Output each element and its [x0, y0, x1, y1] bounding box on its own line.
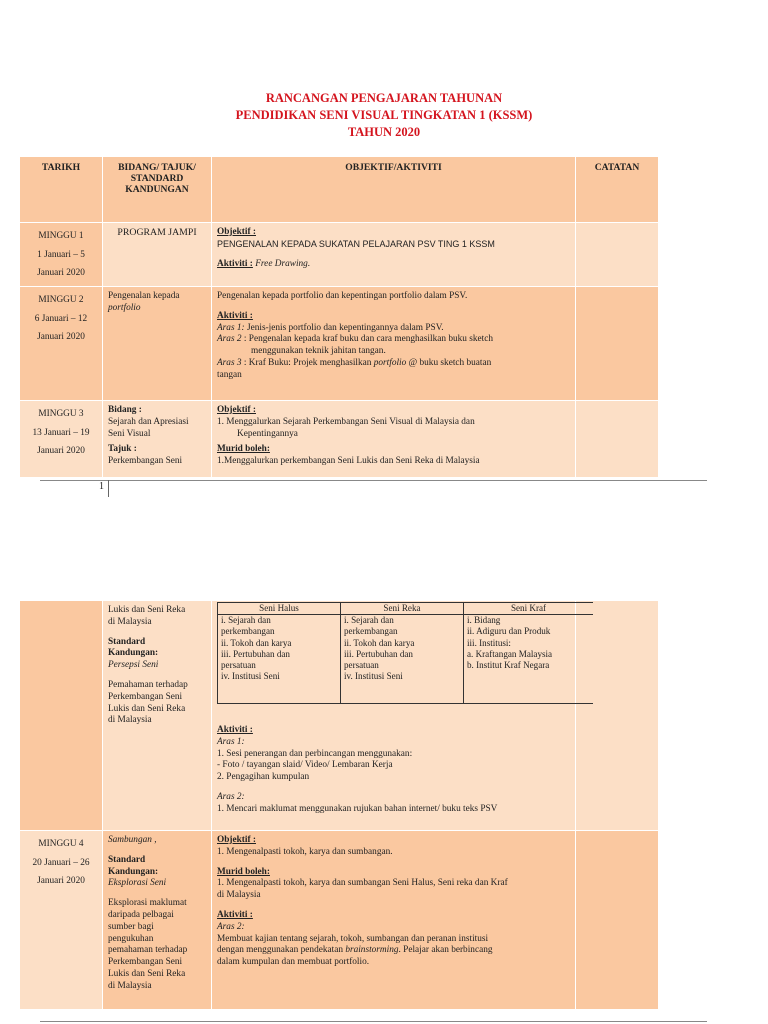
m3b-bidang-line2: di Malaysia: [108, 616, 152, 627]
subtable-header-seni-kraf: Seni Kraf: [464, 603, 594, 615]
m1-objektif-label: Objektif :: [217, 227, 256, 237]
m3b-aktiviti-label: Aktiviti :: [217, 725, 253, 735]
m2-aras1-label: Aras 1:: [217, 322, 245, 333]
m1-objektif: [212, 223, 575, 286]
m2-aras1-text: Jenis-jenis portfolio dan kepentingannya dalam PSV.: [244, 322, 444, 333]
m3-bidang: [103, 401, 211, 477]
m1-week: MINGGU 1: [38, 231, 84, 241]
m2-intro: Pengenalan kepada portfolio dan kepentingan portfolio dalam PSV.: [217, 291, 468, 301]
m2-week: MINGGU 2: [38, 295, 84, 305]
m4-aktiviti-line2a: dengan menggunakan pendekatan: [217, 945, 346, 956]
m1-date2: Januari 2020: [37, 268, 85, 278]
m4-aktiviti-line2b: . Pelajar akan berbincang: [398, 945, 493, 956]
m3b-desc-line1: Pemahaman terhadap: [108, 679, 188, 690]
m4-murid-line2: di Malaysia: [217, 890, 261, 901]
m1-objektif-text: PENGENALAN KEPADA SUKATAN PELAJARAN PSV TING 1 KSSM: [217, 238, 495, 249]
document-title: [0, 90, 768, 141]
m3-objektif-label: Objektif :: [217, 405, 256, 415]
header-catatan-label: CATATAN: [594, 162, 640, 173]
m3-catatan: [576, 401, 658, 477]
subtable-col2-line: ii. Tokoh dan karya: [344, 637, 415, 648]
m3b-sk-label1: Standard: [108, 636, 146, 647]
m3b-aras1-line2: - Foto / tayangan slaid/ Video/ Lembaran Kerja: [217, 760, 393, 771]
m1-bidang-text: PROGRAM JAMPI: [117, 227, 197, 238]
m2-bidang: [103, 287, 211, 400]
subtable-col1-line: persatuan: [221, 660, 256, 671]
m4-bidang: [103, 831, 211, 1009]
subtable-header-seni-reka: Seni Reka: [341, 603, 464, 615]
m2-aras3-label: Aras 3: [217, 357, 242, 368]
header-catatan: [576, 157, 658, 222]
m3b-aras2-label: Aras 2:: [217, 791, 245, 802]
header-bidang-line2: STANDARD: [130, 173, 184, 184]
m3b-tarikh: [20, 601, 102, 830]
m4-murid-line1: 1. Mengenalpasti tokoh, karya dan sumbangan Seni Halus, Seni reka dan Kraf: [217, 878, 508, 889]
m3b-bidang: [103, 601, 211, 830]
m2-objektif: [212, 287, 575, 400]
header-bidang: [103, 157, 211, 222]
m2-date2: Januari 2020: [37, 332, 85, 342]
m3-bidang-line2: Seni Visual: [108, 428, 151, 439]
subtable-col1-line: ii. Tokoh dan karya: [221, 637, 292, 648]
m3b-desc-line2: Perkembangan Seni: [108, 691, 183, 702]
m3-objektif: [212, 401, 575, 477]
page-footer-rule: [40, 480, 707, 481]
m1-date1: 1 Januari – 5: [37, 249, 85, 260]
m3-murid-text: 1.Menggalurkan perkembangan Seni Lukis dan Seni Reka di Malaysia: [217, 456, 480, 467]
m2-aras3-text2: tangan: [217, 369, 242, 380]
m3b-aras1-line1: 1. Sesi penerangan dan perbincangan menggunakan:: [217, 748, 413, 759]
subtable-col1-line: i. Sejarah dan: [221, 615, 271, 626]
m4-sk-label2: Kandungan:: [108, 866, 159, 877]
m2-aras2-text2: menggunakan teknik jahitan tangan.: [251, 346, 386, 357]
title-line-3: TAHUN 2020: [347, 125, 421, 139]
m4-desc-line: Lukis dan Seni Reka: [108, 968, 186, 979]
m2-aras2-text: : Pengenalan kepada kraf buku dan cara menghasilkan buku sketch: [241, 334, 493, 345]
m4-aktiviti-label: Aktiviti :: [217, 909, 253, 920]
header-bidang-line1: BIDANG/ TAJUK/: [118, 162, 196, 173]
subtable-col3-line: ii. Adiguru dan Produk: [467, 626, 551, 637]
m3b-aras1-line3: 2. Pengagihan kumpulan: [217, 772, 310, 783]
m1-bidang: [103, 223, 211, 286]
subtable-col-seni-reka: [341, 615, 464, 704]
m2-aras3-text-a: : Kraf Buku: Projek menghasilkan: [241, 357, 374, 368]
m4-sk-label1: Standard: [108, 854, 146, 865]
subtable-col2-line: perkembangan: [344, 626, 398, 637]
subtable-col2-line: persatuan: [344, 660, 379, 671]
subtable-col1-line: iii. Pertubuhan dan: [221, 648, 290, 659]
m4-aktiviti-line2-italic: brainstorming: [345, 945, 399, 956]
m4-aras2-label: Aras 2:: [217, 921, 245, 932]
m4-desc-line: Perkembangan Seni: [108, 957, 183, 968]
page2-footer-rule: [40, 1021, 707, 1022]
m4-sk-value: Eksplorasi Seni: [108, 878, 167, 889]
m4-date1: 20 Januari – 26: [32, 857, 90, 868]
title-line-1: RANCANGAN PENGAJARAN TAHUNAN: [265, 91, 503, 105]
m4-tarikh: [20, 831, 102, 1009]
subtable-col1-line: iv. Institusi Seni: [221, 671, 280, 682]
m4-catatan: [576, 831, 658, 1009]
m2-aras2-label: Aras 2: [217, 334, 242, 345]
subtable-col2-line: iii. Pertubuhan dan: [344, 648, 413, 659]
m3-objektif-line2: Kepentingannya: [237, 428, 298, 439]
m2-tarikh: [20, 287, 102, 400]
header-objektif-label: OBJEKTIF/AKTIVITI: [345, 162, 442, 173]
m4-desc-line: pemahaman terhadap: [108, 945, 188, 956]
subtable-col3-line: a. Kraftangan Malaysia: [467, 648, 553, 659]
m3-murid-label: Murid boleh:: [217, 444, 270, 455]
m3-bidang-line1: Sejarah dan Apresiasi: [108, 416, 189, 427]
m4-sambungan: Sambungan ,: [108, 835, 157, 845]
m2-aras3-text-b: @ buku sketch buatan: [406, 357, 492, 368]
header-tarikh: [20, 157, 102, 222]
subtable-body-row: [218, 615, 594, 704]
page-number: 1: [99, 481, 104, 492]
subtable-header-seni-halus: Seni Halus: [218, 603, 341, 615]
m4-desc-line: Eksplorasi maklumat: [108, 898, 187, 909]
m3-tarikh: [20, 401, 102, 477]
subtable-col-seni-halus: [218, 615, 341, 704]
m4-aktiviti-line1: Membuat kajian tentang sejarah, tokoh, sumbangan dan peranan institusi: [217, 933, 489, 944]
header-tarikh-label: TARIKH: [41, 162, 81, 173]
m3-bidang-label: Bidang :: [108, 405, 142, 415]
m3b-desc-line4: di Malaysia: [108, 715, 152, 726]
m1-aktiviti-text: Free Drawing.: [255, 258, 311, 269]
m3-tajuk-line1: Perkembangan Seni: [108, 456, 183, 467]
m3b-sk-label2: Kandungan:: [108, 648, 159, 659]
m3-week: MINGGU 3: [38, 409, 84, 419]
m4-desc-line: di Malaysia: [108, 980, 152, 991]
m4-aktiviti-line3: dalam kumpulan dan membuat portfolio.: [217, 957, 370, 968]
m3b-aras2-line1: 1. Mencari maklumat menggunakan rujukan bahan internet/ buku teks PSV: [217, 803, 498, 814]
m1-aktiviti-label: Aktiviti :: [217, 258, 253, 269]
subtable-col2-line: iv. Institusi Seni: [344, 671, 403, 682]
subtable-col2-line: i. Sejarah dan: [344, 615, 394, 626]
m4-desc-line: daripada pelbagai: [108, 909, 174, 920]
subtable-col1-line: perkembangan: [221, 626, 275, 637]
m3-date1: 13 Januari – 19: [32, 427, 90, 438]
subtable-col3-line: i. Bidang: [467, 615, 501, 626]
m2-catatan: [576, 287, 658, 400]
m3b-bidang-line1: Lukis dan Seni Reka: [108, 605, 186, 615]
m4-objektif: [212, 831, 575, 1009]
m4-desc-line: pengukuhan: [108, 933, 154, 944]
m4-objektif-text: 1. Mengenalpasti tokoh, karya dan sumbangan.: [217, 846, 393, 857]
m4-week: MINGGU 4: [38, 839, 84, 849]
m2-bidang-line2: portfolio: [108, 302, 141, 313]
subtable-col3-line: b. Institut Kraf Negara: [467, 660, 550, 671]
m4-date2: Januari 2020: [37, 876, 85, 886]
m3b-sk-value: Persepsi Seni: [108, 660, 159, 671]
subtable-col-seni-kraf: [464, 615, 594, 704]
m2-date1: 6 Januari – 12: [34, 313, 88, 324]
page-footer-marker: [108, 480, 109, 497]
m2-bidang-line1: Pengenalan kepada: [108, 291, 180, 301]
m4-objektif-label: Objektif :: [217, 835, 256, 845]
header-objektif: [212, 157, 575, 222]
m4-desc-line: sumber bagi: [108, 921, 154, 932]
subtable-header-row: [218, 603, 594, 615]
m3b-desc-line3: Lukis dan Seni Reka: [108, 703, 186, 714]
subtable-col3-line: iii. Institusi:: [467, 637, 511, 648]
m3-date2: Januari 2020: [37, 446, 85, 456]
m2-aras3-text-it: portfolio: [373, 357, 407, 368]
bidang-subtable: [217, 602, 593, 704]
m2-aktiviti-label: Aktiviti :: [217, 310, 253, 321]
m3-objektif-line1: 1. Menggalurkan Sejarah Perkembangan Seni Visual di Malaysia dan: [217, 416, 475, 427]
m1-tarikh: [20, 223, 102, 286]
m4-murid-label: Murid boleh:: [217, 866, 270, 877]
m3-tajuk-label: Tajuk :: [108, 444, 137, 455]
header-bidang-line3: KANDUNGAN: [125, 184, 189, 195]
title-line-2: PENDIDIKAN SENI VISUAL TINGKATAN 1 (KSSM): [235, 108, 533, 122]
m3b-aras1-label: Aras 1:: [217, 736, 245, 747]
m1-catatan: [576, 223, 658, 286]
